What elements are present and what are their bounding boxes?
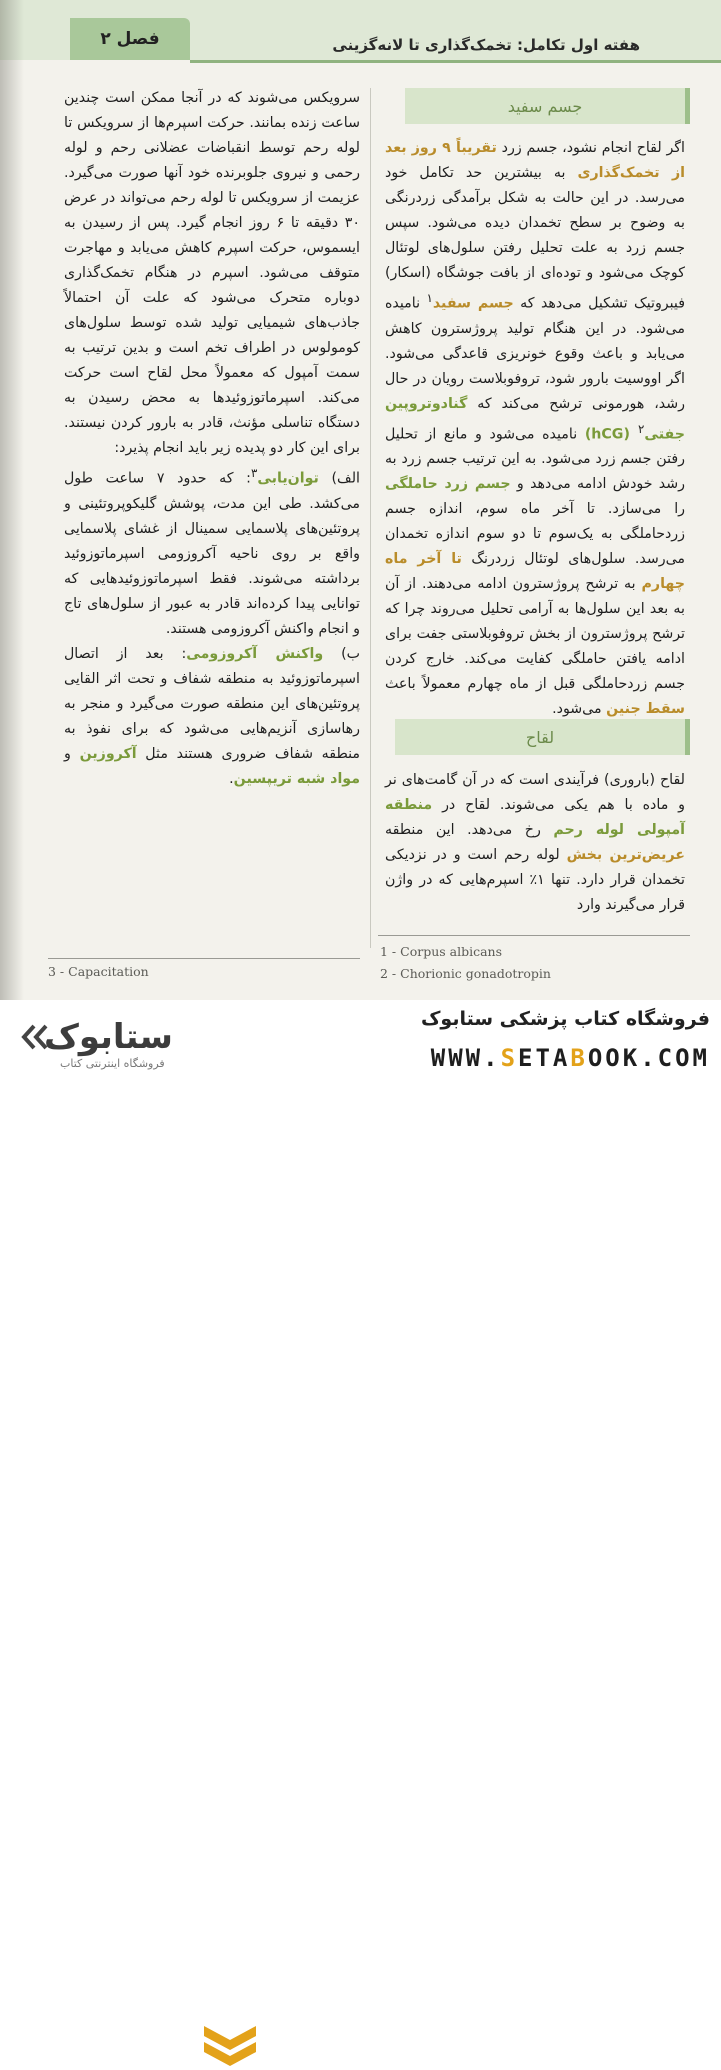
- column-divider: [370, 88, 371, 948]
- paragraph-fertilization: [385, 768, 685, 918]
- term-acrosin: آکروزین: [79, 745, 137, 762]
- term-corpus-albicans: جسم سفید: [432, 295, 514, 312]
- header-rule: [190, 60, 721, 63]
- paragraph-acrosome-reaction: [64, 642, 360, 792]
- text-run: را می‌سازد. تا آخر ماه سوم، اندازه جسم زردحاملگی به یک‌سوم تا دو سوم اندازه تخمدان می‌رسد. سلول‌های لوتئال زردرنگ: [385, 501, 686, 568]
- term-corpus-luteum-pregnancy: جسم زرد حاملگی: [385, 476, 511, 493]
- term-fourth-month: تا آخر ماه چهارم: [385, 551, 685, 593]
- list-marker-alef: الف): [318, 470, 360, 487]
- running-title: هفته اول تکامل: تخمک‌گذاری تا لانه‌گزینی: [332, 36, 640, 54]
- footnote-rule-left: [48, 958, 360, 959]
- store-logo-text: ستابوک: [44, 1017, 173, 1057]
- book-page: [0, 0, 721, 1000]
- sentence-end: .: [229, 770, 234, 787]
- text-run: به ترشح پروژسترون ادامه می‌دهند. از آن به بعد این سلول‌ها به آرامی تحلیل می‌روند چرا که ترشح پروژسترون از بخش تروفوبلاستی جفت برای ادامه یافتن حاملگی کفایت می‌کند. خارج کردن جسم زردحاملگی قبل از ماه چهارم معمولاً باعث: [385, 576, 685, 693]
- footnote-corpus-albicans: 1 - Corpus albicans: [380, 944, 502, 959]
- binding-shadow: [0, 0, 24, 1000]
- store-url[interactable]: [370, 1044, 710, 1072]
- paragraph-corpus-albicans: [385, 136, 685, 722]
- term-capacitation: توان‌یابی: [257, 470, 319, 487]
- term-trypsin-like: مواد شبه تریپسین: [233, 770, 360, 787]
- left-column: [64, 86, 360, 792]
- term-widest-part: عریض‌ترین بخش: [566, 847, 685, 863]
- footnote-ref-3: ۳: [250, 466, 258, 480]
- paragraph-capacitation: [64, 461, 360, 642]
- text-run: اگر لقاح انجام نشود، جسم زرد: [496, 140, 685, 156]
- footnote-rule-right: [378, 935, 690, 936]
- text-run: رخ می‌دهد. این منطقه: [385, 822, 554, 838]
- text-run: لقاح (باروری) فرآیندی است که در آن گامت‌های نر و ماده با هم یکی می‌شوند. لقاح در: [385, 772, 685, 813]
- footnote-capacitation: 3 - Capacitation: [48, 964, 149, 979]
- chapter-tab: فصل ۲: [70, 18, 190, 60]
- conjunction: و: [64, 745, 80, 762]
- text-run: نامیده می‌شود و مانع از تحلیل رفتن جسم زرد می‌شود. به این ترتیب جسم زرد به رشد خودش ادامه می‌دهد و: [385, 426, 685, 493]
- term-hcg: (hCG): [584, 426, 639, 443]
- paragraph-sperm-transport: سرویکس می‌شوند که در آنجا ممکن است چندین ساعت زنده بمانند. حرکت اسپرم‌ها از سرویکس تا لوله رحم توسط انقباضات عضلانی رحم و لوله رحمی و نیروی جلوبرنده خود آنها صورت می‌گیرد. عزیمت از سرویکس تا لوله رحم می‌تواند در عرض ۳۰ دقیقه تا ۶ روز انجام گیرد. پس از رسیدن به ایسموس، حرکت اسپرم کاهش می‌یابد و مهاجرت متوقف می‌شود. اسپرم در هنگام تخمک‌گذاری دوباره متحرک می‌شود که علت آن احتمالاً جاذب‌های شیمیایی تولید شده توسط سلول‌های کومولوس در اطراف تخم است و بدین ترتیب به سمت آمپول که معمولاً محل لقاح است حرکت می‌کند. اسپرماتوزوئیدها به محض رسیدن به دستگاه تناسلی مؤنث، قادر به بارور کردن نیستند. برای این کار دو پدیده زیر باید انجام پذیرد:: [64, 90, 360, 456]
- footnote-ref-2: ۲: [638, 421, 645, 436]
- store-name: فروشگاه کتاب پزشکی ستابوک: [420, 1008, 710, 1030]
- url-accent: S: [500, 1044, 519, 1072]
- term-acrosome-reaction: واکنش آکروزومی: [186, 645, 324, 662]
- setabook-chevron-logo-icon: [200, 2020, 260, 2070]
- section-heading-fertilization: لقاح: [395, 719, 690, 755]
- url-accent: B: [570, 1044, 588, 1072]
- term-nine-days: تقریباً ۹ روز بعد از تخمک‌گذاری: [385, 140, 685, 181]
- url-part: OOK.COM: [587, 1044, 710, 1072]
- url-part: WWW.: [430, 1044, 501, 1072]
- url-part: ETA: [518, 1044, 571, 1072]
- acrosome-text: : بعد از اتصال اسپرماتوزوئید به منطقه شفاف و تحت اثر القایی پروتئین‌های این منطقه صورت می‌گیرد و منجر به رهاسازی آنزیم‌هایی می‌شود که برای نفوذ به منطقه شفاف ضروری هستند مثل: [64, 645, 360, 762]
- term-abortion: سقط جنین: [606, 701, 685, 718]
- text-run: به بیشترین حد تکامل خود می‌رسد. در این حالت به شکل برآمدگی زردرنگی به وضوح بر سطح تخمدان دیده می‌شود. سپس جسم زرد به علت تحلیل رفتن سلول‌های لوتئال کوچک می‌شود و توده‌ای از بافت جوشگاه (اسکار) فیبروتیک تشکیل می‌دهد که: [385, 165, 685, 312]
- capacitation-text: : که حدود ۷ ساعت طول می‌کشد. طی این مدت، پوشش گلیکوپروتئینی و پروتئین‌های پلاسمایی سمینال از غشای پلاسمایی واقع بر روی ناحیه آکروزومی اسپرماتوزوئید برداشته می‌شوند. فقط اسپرماتوزوئیدهایی که توانایی پیدا کرده‌اند قادر به عبور از سلول‌های تاج و انجام واکنش آکروزومی هستند.: [64, 470, 360, 637]
- right-column-top: [385, 136, 685, 722]
- term-chorionic-gonadotropin: گنادوتروپین جفتی: [385, 395, 685, 443]
- right-column-bottom: [385, 768, 685, 918]
- store-logo-subtitle: فروشگاه اینترنتی کتاب: [60, 1057, 165, 1070]
- section-heading-corpus-albicans: جسم سفید: [405, 88, 690, 124]
- footnote-ref-1: ۱: [426, 291, 433, 305]
- text-run: می‌شود.: [552, 701, 607, 718]
- term-ampullary-region: منطقه آمپولی لوله رحم: [385, 797, 685, 838]
- list-marker-be: ب): [323, 645, 360, 662]
- footnote-chorionic-gonadotropin: 2 - Chorionic gonadotropin: [380, 966, 551, 981]
- text-run: نامیده می‌شود. در این هنگام تولید پروژسترون کاهش می‌یابد و باعث وقوع خونریزی قاعدگی می‌شود. اگر اووسیت بارور شود، تروفوبلاست رویان در حال رشد، هورمونی ترشح می‌کند که: [385, 295, 685, 412]
- text-run: لوله رحم است و در نزدیکی تخمدان قرار دارد. تنها ۱٪ اسپرم‌هایی که در واژن قرار می‌گیرند وارد: [385, 847, 685, 913]
